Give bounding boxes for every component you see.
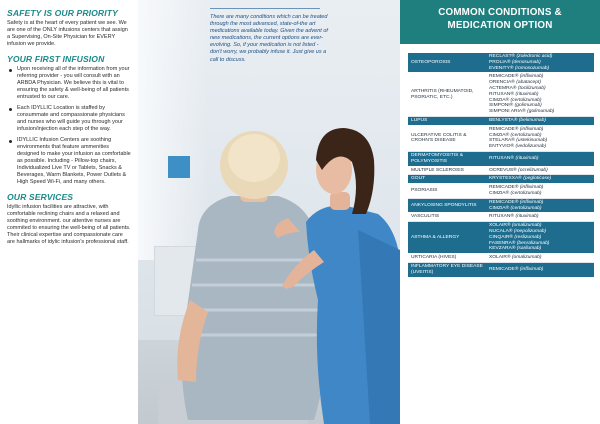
medication-brand: XOLAIR® <box>489 255 511 261</box>
medication-generic: (belimumab) <box>518 117 546 123</box>
safety-heading: SAFETY IS OUR PRIORITY <box>7 8 118 18</box>
table-row <box>408 262 594 277</box>
table-row <box>408 198 594 213</box>
medication-generic: (zoledronic acid) <box>516 54 553 59</box>
medication-item <box>489 144 591 150</box>
list-item: Each IDYLLIC Location is staffed by consummate and compassionate physicians and nurses who will guide you through your infusion/injection each step of the way. <box>7 105 131 133</box>
medication-item <box>489 176 591 182</box>
medication-brand: CIMZIA® <box>489 132 510 138</box>
quote-divider <box>210 8 320 9</box>
conditions-header <box>400 0 600 44</box>
medication-brand: OCREVUS® <box>489 167 517 173</box>
services-body: Idyllic infusion facilities are attractive, with comfortable reclining chairs and a relaxed and soothing environment. our attentive nurses are commited to ensuring the well-being of all patients. Their clinical expertise and compassionate care are hallmarks of idylic infusion's professional staff. <box>7 204 131 245</box>
medication-list <box>486 198 594 213</box>
medication-generic: (rituximab) <box>515 214 539 220</box>
medication-list <box>486 262 594 277</box>
medication-generic: (infliximab) <box>519 185 544 191</box>
medication-generic: (romosozumab) <box>514 65 550 71</box>
medication-generic: (certolizumab) <box>510 97 542 103</box>
medication-generic: (certolizumab) <box>510 205 542 211</box>
condition-name: DERMATOMYOSITIS & POLYMYOSITIS <box>408 151 486 166</box>
first-infusion-heading: YOUR FIRST INFUSION <box>7 54 105 64</box>
table-row <box>408 184 594 199</box>
medication-brand: FASENRA® <box>489 240 516 246</box>
table-row <box>408 222 594 254</box>
condition-name: URTICARIA (HIVES) <box>408 254 486 263</box>
medication-brand: EVENITY® <box>489 65 514 71</box>
condition-name: GOUT <box>408 175 486 184</box>
table-row <box>408 254 594 263</box>
photo-panel <box>138 0 400 424</box>
medication-brand: REMICADE® <box>489 126 519 132</box>
medication-list <box>486 184 594 199</box>
medication-generic: (infliximab) <box>519 199 544 205</box>
medication-brand: CIMZIA® <box>489 205 510 211</box>
medication-list <box>486 175 594 184</box>
medication-brand: RITUXAN® <box>489 91 515 97</box>
medication-brand: REMICADE® <box>489 266 519 272</box>
medication-generic: (denosumab) <box>511 59 541 65</box>
medication-item <box>489 246 591 252</box>
medication-item <box>489 156 591 162</box>
medication-generic: (infliximab) <box>519 126 544 132</box>
medication-generic: (rituximab) <box>515 155 539 161</box>
services-section <box>7 192 131 246</box>
condition-name: ANKYLOSING SPONDYLITIS <box>408 198 486 213</box>
medication-generic: (certolizumab) <box>510 190 542 196</box>
medication-generic: (ustekinumab) <box>516 138 548 144</box>
condition-name: MULTIPLE SCLEROSIS <box>408 166 486 175</box>
left-column <box>0 0 138 424</box>
medication-brand: REMICADE® <box>489 199 519 205</box>
medication-brand: NUCALA® <box>489 228 513 234</box>
medication-brand: STELARA® <box>489 138 515 144</box>
medication-list <box>486 213 594 222</box>
medication-list <box>486 254 594 263</box>
condition-name: ULCERATIVE COLITIS & CROHN'S DISEASE <box>408 125 486 151</box>
medication-list <box>486 73 594 117</box>
medication-item <box>489 191 591 197</box>
medication-item <box>489 214 591 220</box>
medication-brand: RITUXAN® <box>489 155 515 161</box>
table-row <box>408 166 594 175</box>
medication-brand: ACTEMRA® <box>489 85 517 91</box>
table-row <box>408 73 594 117</box>
list-item: IDYLLIC Infusion Centers are soothing environments that feature ammenities designed to make your infusion as comfortable as possible. Including - Pillow-top chairs, Individualized Live TV or Tablets, Snacks & Beverages, Warm Blankets, Power Outlets & High Speed Wi-Fi, and many others. <box>7 137 131 186</box>
first-infusion-section <box>7 54 131 186</box>
medication-item <box>489 206 591 212</box>
medication-generic: (ocrelizumab) <box>518 167 548 173</box>
medication-generic: (certolizumab) <box>510 132 542 138</box>
medication-list <box>486 53 594 73</box>
condition-name: ARTHRITIS (RHEUMATOID, PSORIATIC, ETC.) <box>408 73 486 117</box>
medication-brand: ORENCIA® <box>489 80 515 86</box>
conditions-title-line1: COMMON CONDITIONS & <box>438 7 562 18</box>
table-row <box>408 175 594 184</box>
medication-item <box>489 255 591 261</box>
medication-list <box>486 166 594 175</box>
medication-brand: SIMPONI ARIA® <box>489 109 526 115</box>
medication-brand: CIMZIA® <box>489 97 510 103</box>
medication-brand: CINQAIR® <box>489 234 513 240</box>
medication-generic: (benralizumab) <box>516 240 550 246</box>
condition-name: ASTHMA & ALLERGY <box>408 222 486 254</box>
medication-generic: (pegloticase) <box>523 176 552 182</box>
medication-brand: REMICADE® <box>489 74 519 80</box>
medication-brand: XOLAIR® <box>489 223 511 229</box>
patient-back <box>182 196 325 420</box>
condition-name: OSTEOPOROSIS <box>408 53 486 73</box>
medication-generic: (mepolizumab) <box>513 228 547 234</box>
medication-brand: RECLAST® <box>489 54 516 59</box>
nurse-neck <box>330 192 350 210</box>
first-infusion-list <box>7 66 131 186</box>
table-row <box>408 116 594 125</box>
medication-brand: ENTYVIO® <box>489 144 515 150</box>
medication-generic: (abatacept) <box>516 80 541 86</box>
medication-generic: (rituximab) <box>515 91 539 97</box>
medication-item <box>489 118 591 124</box>
safety-section <box>7 8 131 48</box>
safety-body: Safety is at the heart of every patient we see. We are one of the ONLY infusions centers that assign a Supervising, On-Site Physician for EVERY infusion we provide. <box>7 20 128 47</box>
medication-item <box>489 66 591 72</box>
condition-name: VASCULITIS <box>408 213 486 222</box>
conditions-table <box>408 53 594 278</box>
conditions-table-body <box>408 53 594 277</box>
list-item: Upon receiving all of the information from your referring provider - you will consult with an ARBDA Physician. We believe this is vital to ensuring the safety & well-being of all patients entrusted to our care. <box>7 66 131 101</box>
medication-item <box>489 109 591 115</box>
services-heading: OUR SERVICES <box>7 192 74 202</box>
table-row <box>408 151 594 166</box>
medication-brand: REMICADE® <box>489 185 519 191</box>
condition-name: LUPUS <box>408 116 486 125</box>
medication-generic: (infliximab) <box>519 74 544 80</box>
patient-hair-texture <box>228 134 280 182</box>
medication-generic: (sarilumab) <box>516 246 542 252</box>
medication-list <box>486 151 594 166</box>
condition-name: INFLAMMATORY EYE DISEASE (UVEITIS) <box>408 262 486 277</box>
medication-generic: (omalizumab) <box>511 223 542 229</box>
medication-item <box>489 168 591 174</box>
medication-brand: BENLYSTA® <box>489 117 518 123</box>
right-column <box>400 0 600 424</box>
table-row <box>408 213 594 222</box>
medication-generic: (tocilizumab) <box>517 85 546 91</box>
table-row <box>408 53 594 73</box>
medication-generic: (omalizumab) <box>511 255 542 261</box>
conditions-quote: There are many conditions which can be treated through the most advanced, state-of-the art medications available today. Given the advent of new medications, the current options are ever-evolving. So, if your medication is not listed - don't worry, we probably infuse it. Just give us a call to discuss. <box>210 14 328 63</box>
medication-item <box>489 267 591 273</box>
medication-brand: KEVZARA® <box>489 246 516 252</box>
medication-list <box>486 222 594 254</box>
medication-brand: KRYSTEXXA® <box>489 176 522 182</box>
medication-list <box>486 116 594 125</box>
medication-generic: (vedolizumab) <box>515 144 547 150</box>
condition-name: PSORIASIS <box>408 184 486 199</box>
medication-brand: RITUXAN® <box>489 214 515 220</box>
medication-generic: (golimumab) <box>514 103 542 109</box>
medication-generic: (golimumab) <box>527 109 555 115</box>
medication-list <box>486 125 594 151</box>
conditions-title-line2: MEDICATION OPTION <box>447 19 553 31</box>
medication-brand: SIMPONI® <box>489 103 514 109</box>
medication-brand: PROLIA® <box>489 59 511 65</box>
medication-generic: (reslizumab) <box>514 234 542 240</box>
table-row <box>408 125 594 151</box>
medication-brand: CIMZIA® <box>489 190 510 196</box>
medication-generic: (infliximab) <box>519 266 544 272</box>
